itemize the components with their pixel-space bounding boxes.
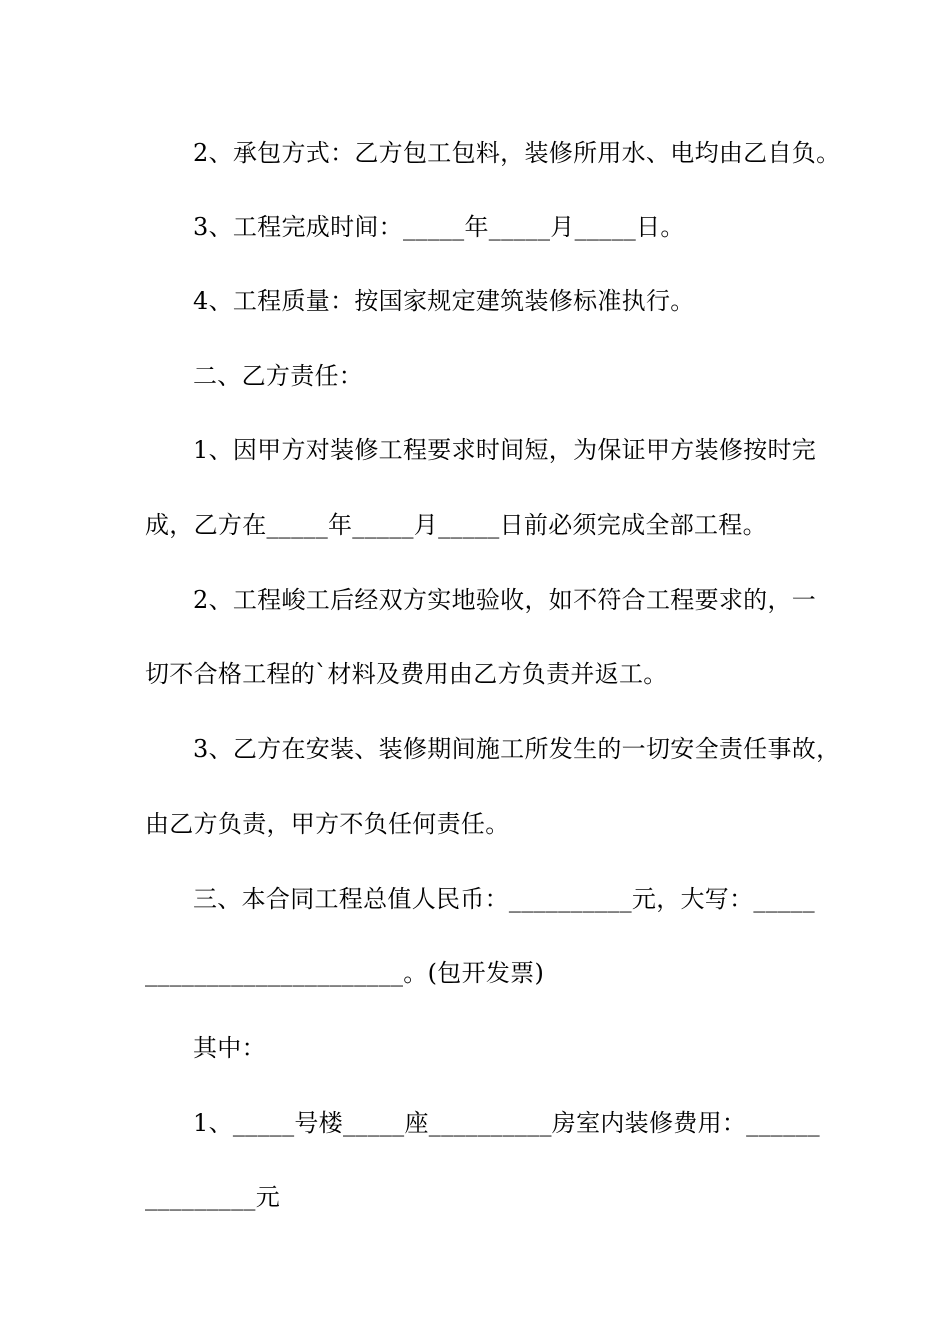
responsibility-2-line-1: 2、工程峻工后经双方实地验收，如不符合工程要求的，一 — [193, 586, 817, 614]
responsibility-3-line-1: 3、乙方在安装、装修期间施工所发生的一切安全责任事故， — [193, 735, 841, 763]
clause-3-completion-time: 3、工程完成时间：_____年_____月_____日。 — [193, 213, 685, 241]
section-heading-party-b-responsibility: 二、乙方责任： — [193, 362, 364, 390]
fee-item-1-line-2: _________元 — [145, 1183, 280, 1211]
responsibility-2-line-2: 切不合格工程的`材料及费用由乙方负责并返工。 — [145, 660, 668, 688]
clause-4-quality: 4、工程质量：按国家规定建筑装修标准执行。 — [193, 287, 695, 315]
section-three-total-value-line-2: _____________________。(包开发票) — [145, 959, 545, 987]
responsibility-1-line-2: 成，乙方在_____年_____月_____日前必须完成全部工程。 — [145, 511, 767, 539]
fee-item-1-line-1: 1、_____号楼_____座__________房室内装修费用：______ — [193, 1109, 820, 1137]
section-three-total-value-line-1: 三、本合同工程总值人民币：__________元，大写：_____ — [193, 885, 815, 913]
clause-2-contract-method: 2、承包方式：乙方包工包料，装修所用水、电均由乙自负。 — [193, 139, 841, 167]
responsibility-3-line-2: 由乙方负责，甲方不负任何责任。 — [145, 810, 510, 838]
responsibility-1-line-1: 1、因甲方对装修工程要求时间短，为保证甲方装修按时完 — [193, 436, 817, 464]
among-which-label: 其中： — [193, 1034, 266, 1062]
